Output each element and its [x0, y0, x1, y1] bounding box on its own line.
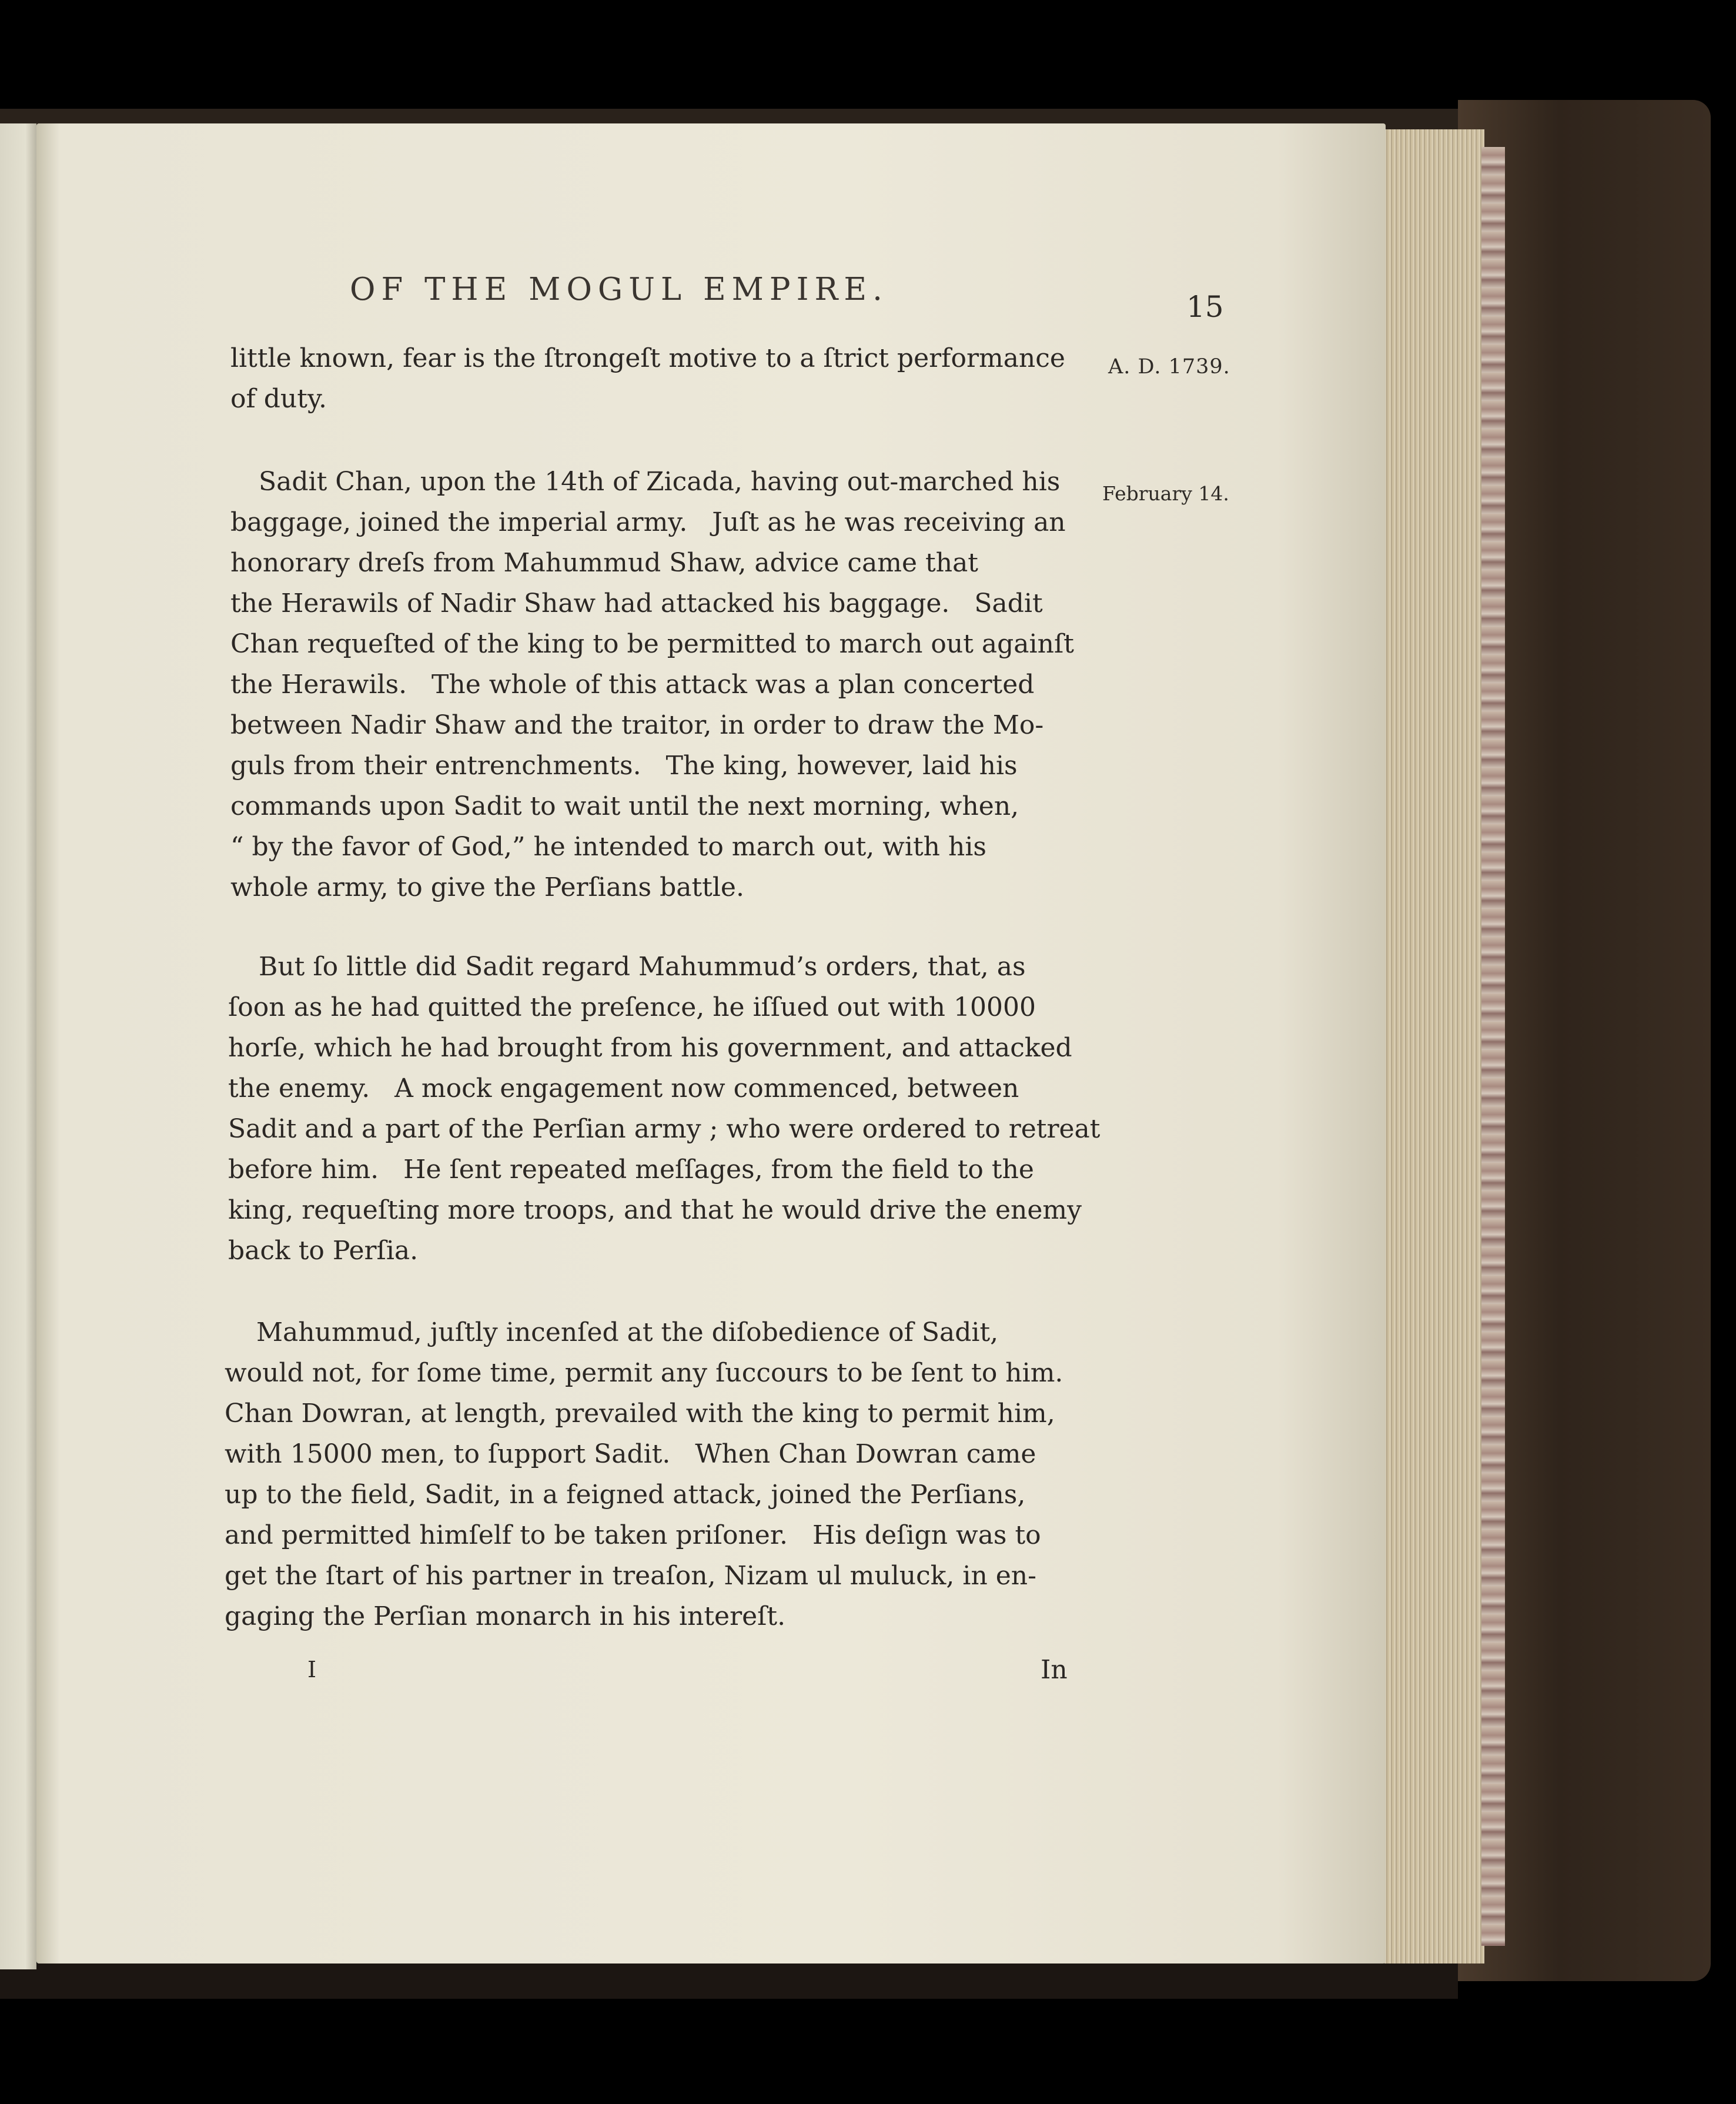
page-block-edges	[1384, 129, 1484, 1963]
text-line: get the ſtart of his partner in treaſon, Nizam ul muluck, in en-	[225, 1561, 1037, 1591]
text-line: the enemy. A mock engagement now commenced, between	[228, 1073, 1019, 1103]
text-line: king, requeſting more troops, and that he would drive the enemy	[228, 1195, 1082, 1225]
text-line: and permitted himſelf to be taken priſoner. His deſign was to	[225, 1520, 1041, 1550]
catchword: In	[1041, 1655, 1068, 1685]
text-line: before him. He ſent repeated meſſages, from the field to the	[228, 1155, 1034, 1185]
running-title: OF THE MOGUL EMPIRE.	[350, 272, 888, 307]
text-line: Chan requeſted of the king to be permitted to march out againſt	[230, 629, 1074, 659]
text-line: the Herawils of Nadir Shaw had attacked his baggage. Sadit	[230, 588, 1043, 618]
text-line: Sadit and a part of the Perſian army ; who were ordered to retreat	[228, 1114, 1101, 1144]
margin-note-date: February 14.	[1102, 482, 1229, 505]
text-line: between Nadir Shaw and the traitor, in order to draw the Mo-	[230, 710, 1044, 740]
facing-page-edge	[0, 123, 36, 1969]
text-line: commands upon Sadit to wait until the next morning, when,	[230, 791, 1019, 821]
text-line: Chan Dowran, at length, prevailed with the king to permit him,	[225, 1399, 1055, 1429]
text-line: whole army, to give the Perſians battle.	[230, 872, 744, 902]
text-line: with 15000 men, to ſupport Sadit. When Chan Dowran came	[225, 1439, 1036, 1469]
text-line: of duty.	[230, 384, 327, 414]
text-line: up to the field, Sadit, in a feigned attack, joined the Perſians,	[225, 1480, 1026, 1510]
text-line: Mahummud, juſtly incenſed at the diſobedience of Sadit,	[256, 1317, 999, 1347]
text-line: Sadit Chan, upon the 14th of Zicada, having out-marched his	[259, 467, 1061, 497]
text-line: ſoon as he had quitted the preſence, he iſſued out with 10000	[228, 992, 1036, 1022]
text-line: gaging the Perſian monarch in his intereſt.	[225, 1601, 786, 1631]
book-cover-bottom-edge	[0, 1963, 1458, 1999]
text-line: the Herawils. The whole of this attack was a plan concerted	[230, 670, 1035, 700]
marbled-fore-edge	[1481, 147, 1505, 1946]
text-line: back to Perſia.	[228, 1236, 419, 1266]
text-line: But ſo little did Sadit regard Mahummud’s orders, that, as	[259, 952, 1026, 982]
text-line: would not, for ſome time, permit any ſuccours to be ſent to him.	[225, 1358, 1063, 1388]
signature-mark: I	[307, 1657, 317, 1682]
margin-note-year: A. D. 1739.	[1108, 355, 1230, 379]
page-number: 15	[1186, 290, 1224, 324]
text-line: honorary dreſs from Mahummud Shaw, advice came that	[230, 548, 978, 578]
text-line: baggage, joined the imperial army. Juſt as he was receiving an	[230, 507, 1066, 537]
text-line: horſe, which he had brought from his government, and attacked	[228, 1033, 1072, 1063]
text-line: guls from their entrenchments. The king, however, laid his	[230, 751, 1018, 781]
text-line: “ by the favor of God,” he intended to march out, with his	[230, 832, 986, 862]
text-line: little known, fear is the ſtrongeſt motive to a ſtrict performance	[230, 343, 1065, 373]
